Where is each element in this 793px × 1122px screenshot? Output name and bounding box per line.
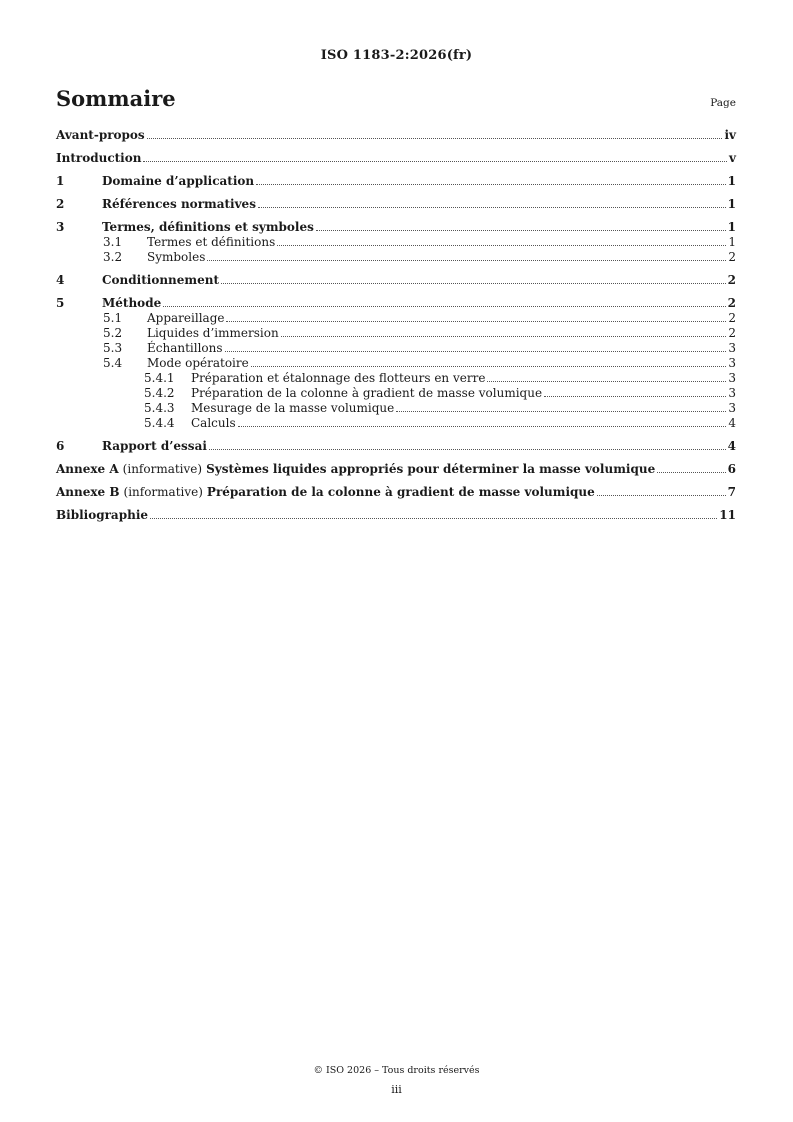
toc-entry-annex-b[interactable]: Annexe B (informative) Préparation de la colonne à gradient de masse volumique 7 [56, 485, 736, 499]
toc-title-row [56, 86, 736, 111]
toc-entry-5-2[interactable]: 5.2 Liquides d’immersion 2 [103, 326, 736, 340]
document-id: ISO 1183-2:2026(fr) [320, 48, 473, 63]
toc-entry-annex-a[interactable]: Annexe A (informative) Systèmes liquides appropriés pour déterminer la masse volumique 6 [56, 462, 736, 476]
page-column-label: Page [710, 97, 736, 109]
toc-entry-5-4-3[interactable]: 5.4.3 Mesurage de la masse volumique 3 [144, 401, 736, 415]
toc-entry-4[interactable]: 4 Conditionnement 2 [56, 273, 736, 287]
copyright-notice: © ISO 2026 – Tous droits réservés [313, 1065, 480, 1076]
toc-title: Sommaire [56, 86, 176, 111]
page-number: iii [391, 1083, 402, 1096]
toc-entry-introduction[interactable]: Introduction v [56, 151, 736, 165]
toc-entry-5[interactable]: 5 Méthode 2 [56, 296, 736, 310]
toc-entry-bibliographie[interactable]: Bibliographie 11 [56, 508, 736, 522]
table-of-contents [56, 128, 736, 523]
toc-entry-5-4-1[interactable]: 5.4.1 Préparation et étalonnage des flotteurs en verre 3 [144, 371, 736, 385]
toc-entry-5-3[interactable]: 5.3 Échantillons 3 [103, 341, 736, 355]
toc-entry-5-4[interactable]: 5.4 Mode opératoire 3 [103, 356, 736, 370]
toc-entry-3-2[interactable]: 3.2 Symboles 2 [103, 250, 736, 264]
toc-entry-5-1[interactable]: 5.1 Appareillage 2 [103, 311, 736, 325]
toc-entry-avant-propos[interactable]: Avant-propos iv [56, 128, 736, 142]
toc-entry-5-4-4[interactable]: 5.4.4 Calculs 4 [144, 416, 736, 430]
toc-entry-5-4-2[interactable]: 5.4.2 Préparation de la colonne à gradient de masse volumique 3 [144, 386, 736, 400]
toc-entry-1[interactable]: 1 Domaine d’application 1 [56, 174, 736, 188]
toc-entry-2[interactable]: 2 Références normatives 1 [56, 197, 736, 211]
toc-entry-3-1[interactable]: 3.1 Termes et définitions 1 [103, 235, 736, 249]
toc-entry-3[interactable]: 3 Termes, définitions et symboles 1 [56, 220, 736, 234]
toc-entry-6[interactable]: 6 Rapport d’essai 4 [56, 439, 736, 453]
